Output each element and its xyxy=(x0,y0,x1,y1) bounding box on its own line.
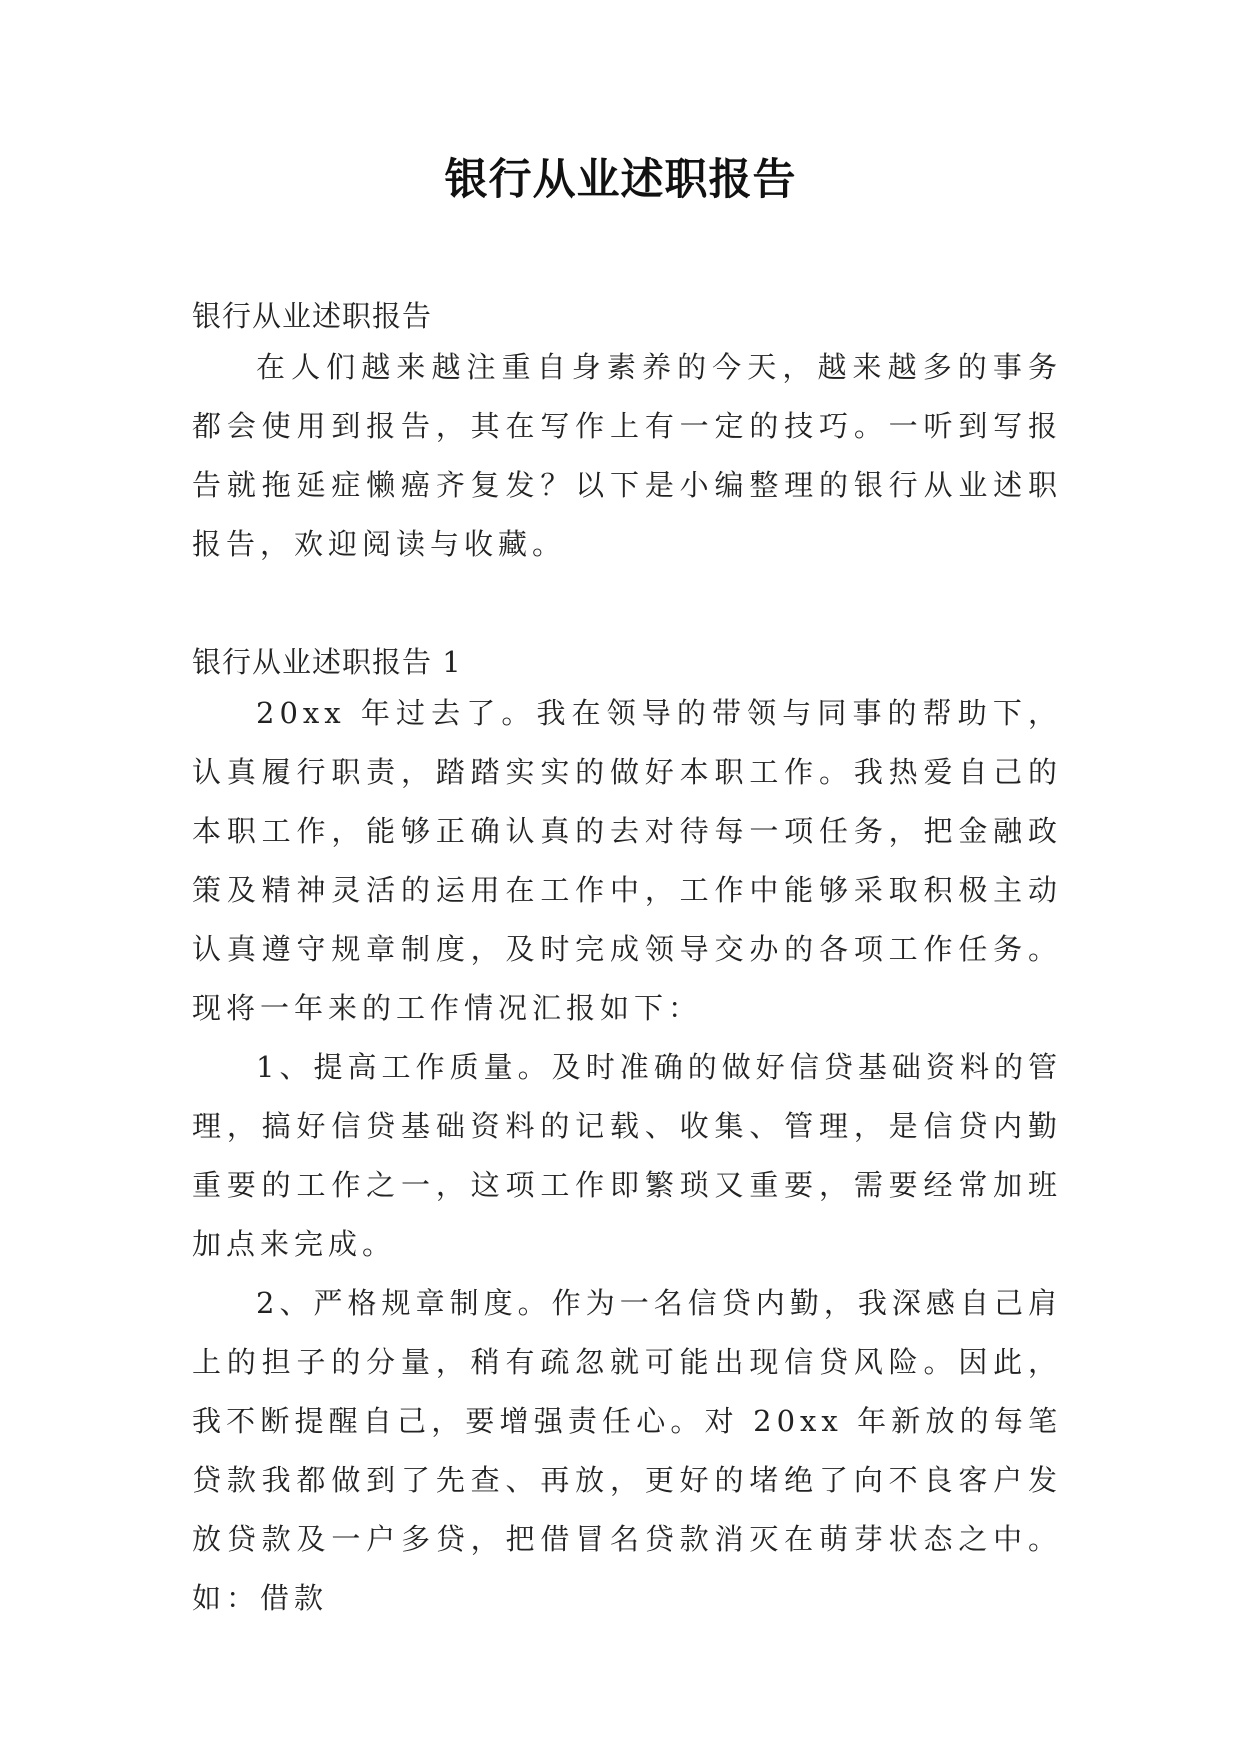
section-body xyxy=(192,684,1062,1628)
section-title: 银行从业述职报告 1 xyxy=(192,645,462,679)
document-subtitle: 银行从业述职报告 xyxy=(192,299,433,333)
document-title: 银行从业述职报告 xyxy=(444,155,797,205)
body-paragraph-3: 2、严格规章制度。作为一名信贷内勤，我深感自己肩上的担子的分量，稍有疏忽就可能出现信贷风险。因此，我不断提醒自己，要增强责任心。对 20xx 年新放的每笔贷款我都做到了先查、再放，更好的堵绝了向不良客户发放贷款及一户多贷，把借冒名贷款消灭在萌芽状态之中。如：借款 xyxy=(192,1286,1062,1615)
body-paragraph-1: 20xx 年过去了。我在领导的带领与同事的帮助下，认真履行职责，踏踏实实的做好本职工作。我热爱自己的本职工作，能够正确认真的去对待每一项任务，把金融政策及精神灵活的运用在工作中，工作中能够采取积极主动认真遵守规章制度，及时完成领导交办的各项工作任务。现将一年来的工作情况汇报如下： xyxy=(192,696,1062,1025)
intro-paragraph: 在人们越来越注重自身素养的今天，越来越多的事务都会使用到报告，其在写作上有一定的技巧。一听到写报告就拖延症懒癌齐复发？以下是小编整理的银行从业述职报告，欢迎阅读与收藏。 xyxy=(192,350,1062,561)
body-paragraph-2: 1、提高工作质量。及时准确的做好信贷基础资料的管理，搞好信贷基础资料的记载、收集、管理，是信贷内勤重要的工作之一，这项工作即繁琐又重要，需要经常加班加点来完成。 xyxy=(192,1050,1062,1261)
